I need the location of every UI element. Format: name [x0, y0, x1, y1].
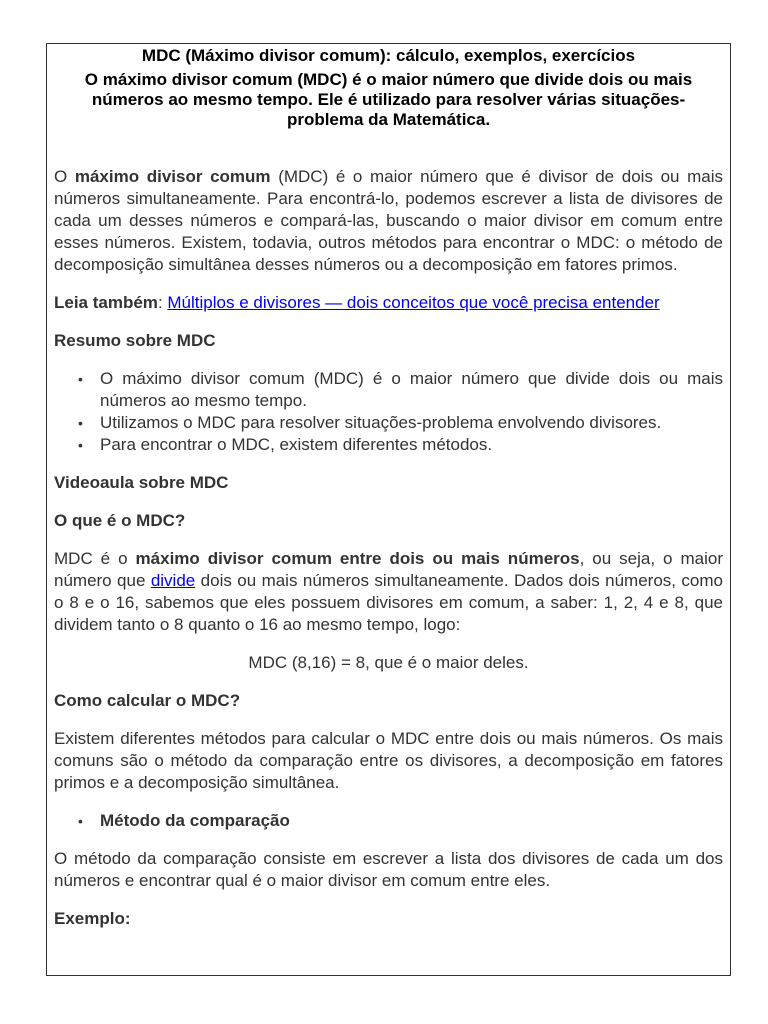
- list-item-text: Utilizamos o MDC para resolver situações-problema envolvendo divisores.: [100, 413, 662, 432]
- bullet-icon: •: [78, 415, 83, 431]
- list-item-text: O máximo divisor comum (MDC) é o maior número que divide dois ou mais números ao mesmo tempo.: [100, 369, 723, 410]
- intro-bold-term: máximo divisor comum: [74, 167, 271, 186]
- list-item: [78, 412, 723, 434]
- summary-heading: Resumo sobre MDC: [54, 331, 216, 350]
- method-list: [54, 810, 723, 832]
- list-item: [78, 810, 723, 832]
- intro-prefix: O: [54, 167, 75, 186]
- document-header: [47, 46, 730, 130]
- bullet-icon: •: [78, 437, 83, 453]
- read-also-line: [54, 292, 723, 314]
- read-also-label: Leia também: [54, 293, 158, 312]
- comparison-paragraph: O método da comparação consiste em escrever a lista dos divisores de cada um dos números e encontrar qual é o maior divisor em comum entre eles.: [54, 849, 723, 890]
- formula-line: MDC (8,16) = 8, que é o maior deles.: [248, 653, 529, 672]
- how-to-heading: Como calcular o MDC?: [54, 691, 241, 710]
- what-is-paragraph: [54, 548, 723, 636]
- intro-text: (MDC) é o maior número que é divisor de dois ou mais números simultaneamente. Para encontrá-lo, podemos escrever a lista de divisores de cada um desses números e compará-las, buscando o maior divisor em comum entre esses números. Existem, todavia, outros métodos para encontrar o MDC: o método de decomposição simultânea desses números ou a decomposição em fatores primos.: [54, 167, 723, 274]
- article-body: [47, 166, 730, 930]
- page-title: MDC (Máximo divisor comum): cálculo, exemplos, exercícios: [141, 46, 636, 65]
- method-comparison-label: Método da comparação: [100, 811, 290, 830]
- how-to-paragraph: Existem diferentes métodos para calcular o MDC entre dois ou mais números. Os mais comuns são o método da comparação entre os divisores, a decomposição em fatores primos e a decomposição simultânea.: [54, 729, 723, 792]
- what-is-mid: , ou seja, o maior número que: [54, 549, 723, 590]
- bullet-icon: •: [78, 371, 83, 387]
- intro-paragraph: [54, 166, 723, 276]
- what-is-prefix: MDC é o: [54, 549, 136, 568]
- what-is-rest: dois ou mais números simultaneamente. Dados dois números, como o 8 e o 16, sabemos que eles possuem divisores em comum, a saber: 1, 2, 4 e 8, que dividem tanto o 8 quanto o 16 ao mesmo tempo, logo:: [54, 571, 723, 634]
- list-item: [78, 434, 723, 456]
- divide-link[interactable]: divide: [150, 571, 196, 590]
- page-subtitle: O máximo divisor comum (MDC) é o maior número que divide dois ou mais números ao mesmo tempo. Ele é utilizado para resolver várias situações-problema da Matemática.: [84, 70, 693, 129]
- document-page: [46, 43, 731, 976]
- bullet-icon: •: [78, 813, 83, 829]
- read-also-separator: :: [157, 293, 168, 312]
- what-is-heading: O que é o MDC?: [54, 511, 186, 530]
- list-item: [78, 368, 723, 412]
- example-label: Exemplo:: [54, 909, 131, 928]
- summary-list: [54, 368, 723, 456]
- what-is-bold: máximo divisor comum entre dois ou mais números: [135, 549, 580, 568]
- list-item-text: Para encontrar o MDC, existem diferentes métodos.: [100, 435, 493, 454]
- video-heading: Videoaula sobre MDC: [54, 473, 229, 492]
- read-also-link[interactable]: Múltiplos e divisores — dois conceitos que você precisa entender: [167, 293, 660, 312]
